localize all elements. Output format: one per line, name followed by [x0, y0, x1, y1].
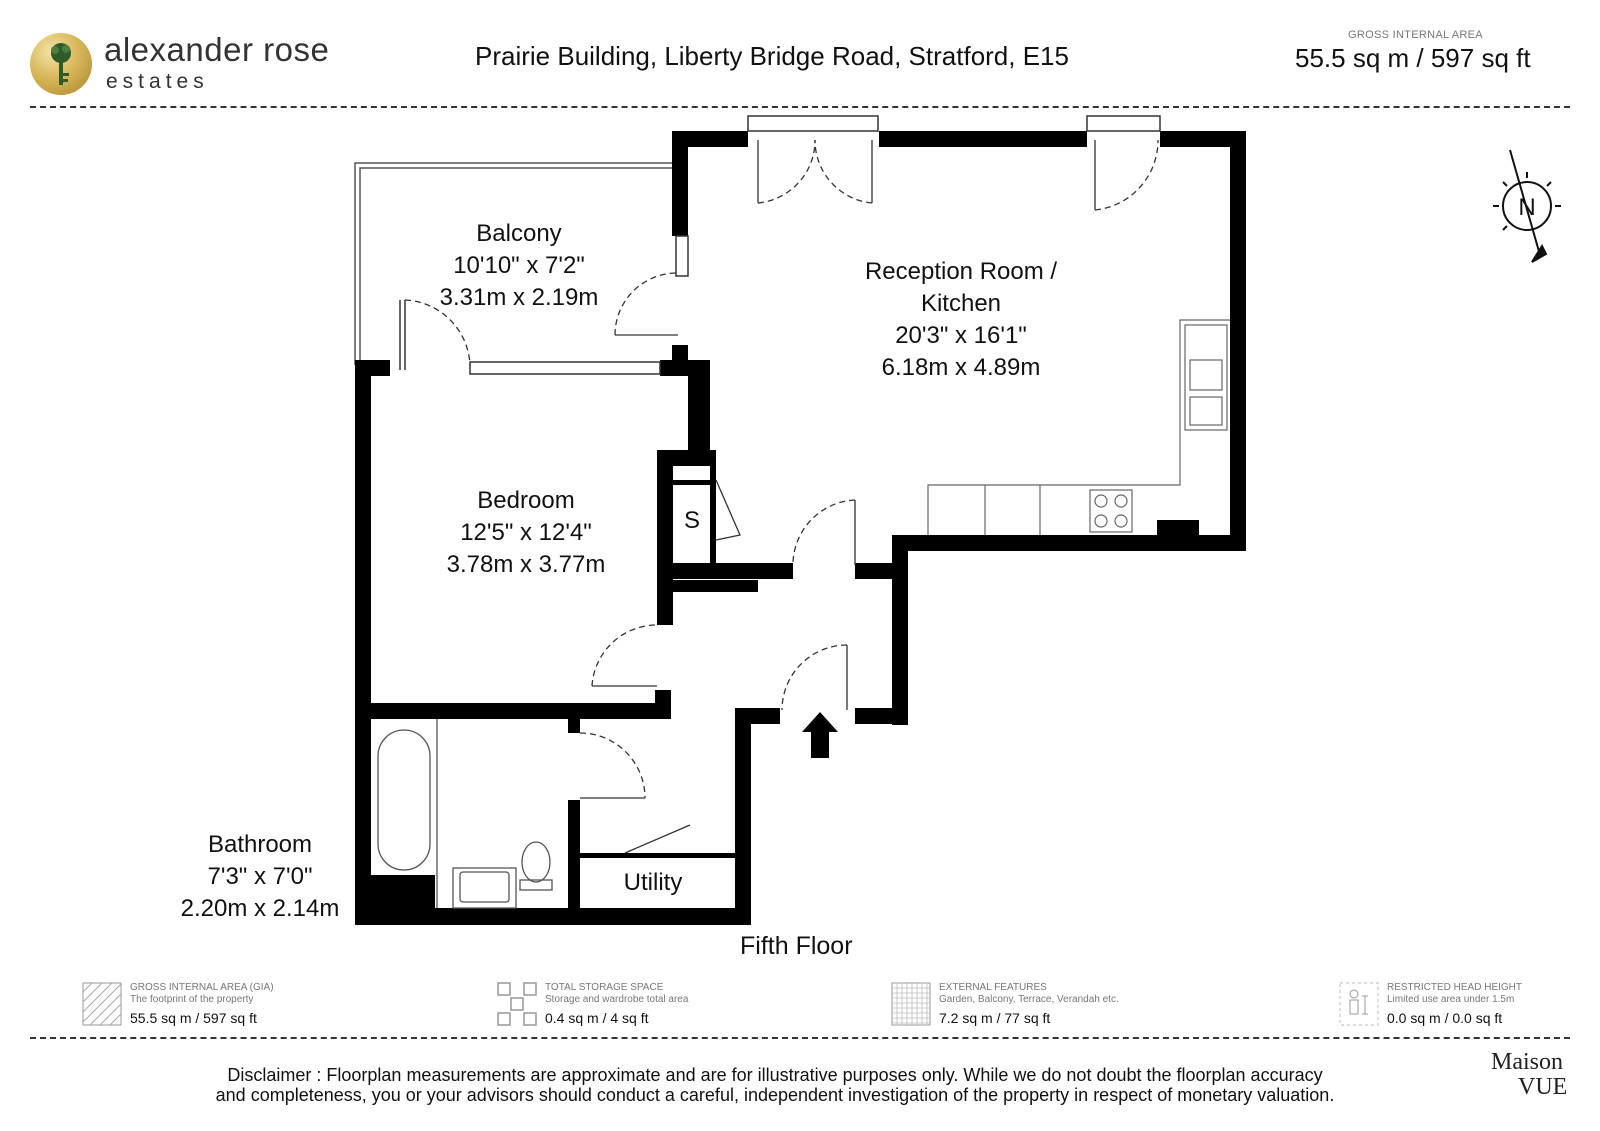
- key-title: RESTRICTED HEAD HEIGHT: [1387, 982, 1523, 993]
- storage-icon: [497, 982, 537, 1026]
- bedroom-name: Bedroom: [477, 487, 575, 514]
- toilet-icon: [522, 842, 550, 882]
- key-desc: Garden, Balcony, Terrace, Verandah etc.: [939, 994, 1119, 1005]
- balcony-name: Balcony: [476, 220, 562, 247]
- entrance-arrow-icon: [802, 712, 838, 758]
- gia-value: 55.5 sq m / 597 sq ft: [1295, 43, 1531, 73]
- grid-icon: [891, 982, 931, 1026]
- key-title: GROSS INTERNAL AREA (GIA): [130, 982, 274, 993]
- key-value: 0.4 sq m / 4 sq ft: [545, 1010, 649, 1026]
- balcony-metric: 3.31m x 2.19m: [439, 284, 599, 311]
- key-value: 55.5 sq m / 597 sq ft: [130, 1010, 257, 1026]
- store-name: S: [683, 507, 701, 534]
- property-address: Prairie Building, Liberty Bridge Road, Stratford, E15: [475, 41, 1069, 71]
- kitchen-sink-icon: [1185, 325, 1227, 430]
- bath-icon: [378, 730, 430, 870]
- reception-metric: 6.18m x 4.89m: [881, 354, 1041, 381]
- kitchen-units: [928, 320, 1230, 535]
- key-desc: The footprint of the property: [130, 994, 254, 1005]
- footer-divider: [30, 1037, 1570, 1039]
- brand-name: alexander rose: [104, 31, 330, 68]
- disclaimer-line-1: Disclaimer : Floorplan measurements are approximate and are for illustrative purposes only. While we do not doubt the floorplan accuracy: [227, 1065, 1323, 1085]
- bedroom-imperial: 12'5" x 12'4": [460, 519, 592, 546]
- bathroom-imperial: 7'3" x 7'0": [207, 863, 313, 890]
- floor-label: Fifth Floor: [740, 932, 853, 960]
- key-title: EXTERNAL FEATURES: [939, 982, 1047, 993]
- bathroom-name: Bathroom: [207, 831, 313, 858]
- compass-label: N: [1518, 194, 1536, 221]
- key-desc: Storage and wardrobe total area: [545, 994, 689, 1005]
- key-title: TOTAL STORAGE SPACE: [545, 982, 664, 993]
- hob-icon: [1090, 490, 1132, 532]
- key-value: 7.2 sq m / 77 sq ft: [939, 1010, 1051, 1026]
- key-value: 0.0 sq m / 0.0 sq ft: [1387, 1010, 1503, 1026]
- head-height-icon: [1339, 982, 1379, 1026]
- gia-label: GROSS INTERNAL AREA: [1348, 29, 1483, 41]
- reception-name-1: Reception Room /: [864, 258, 1058, 285]
- balcony-imperial: 10'10" x 7'2": [453, 252, 585, 279]
- disclaimer: [120, 1065, 1430, 1105]
- reception-name-2: Kitchen: [920, 290, 1002, 317]
- hatch-icon: [82, 982, 122, 1026]
- footer-brand-line-1: Maison: [1491, 1049, 1563, 1075]
- key-desc: Limited use area under 1.5m: [1387, 994, 1515, 1005]
- utility-name: Utility: [623, 869, 683, 896]
- disclaimer-line-2: and completeness, you or your advisors should conduct a careful, independent investigation of the property in respect of monetary valuation.: [215, 1085, 1335, 1105]
- reception-imperial: 20'3" x 16'1": [895, 322, 1027, 349]
- bedroom-metric: 3.78m x 3.77m: [446, 551, 606, 578]
- bathroom-metric: 2.20m x 2.14m: [180, 895, 340, 922]
- footer-brand-line-2: VUE: [1518, 1074, 1568, 1100]
- brand-subtitle: estates: [106, 70, 209, 93]
